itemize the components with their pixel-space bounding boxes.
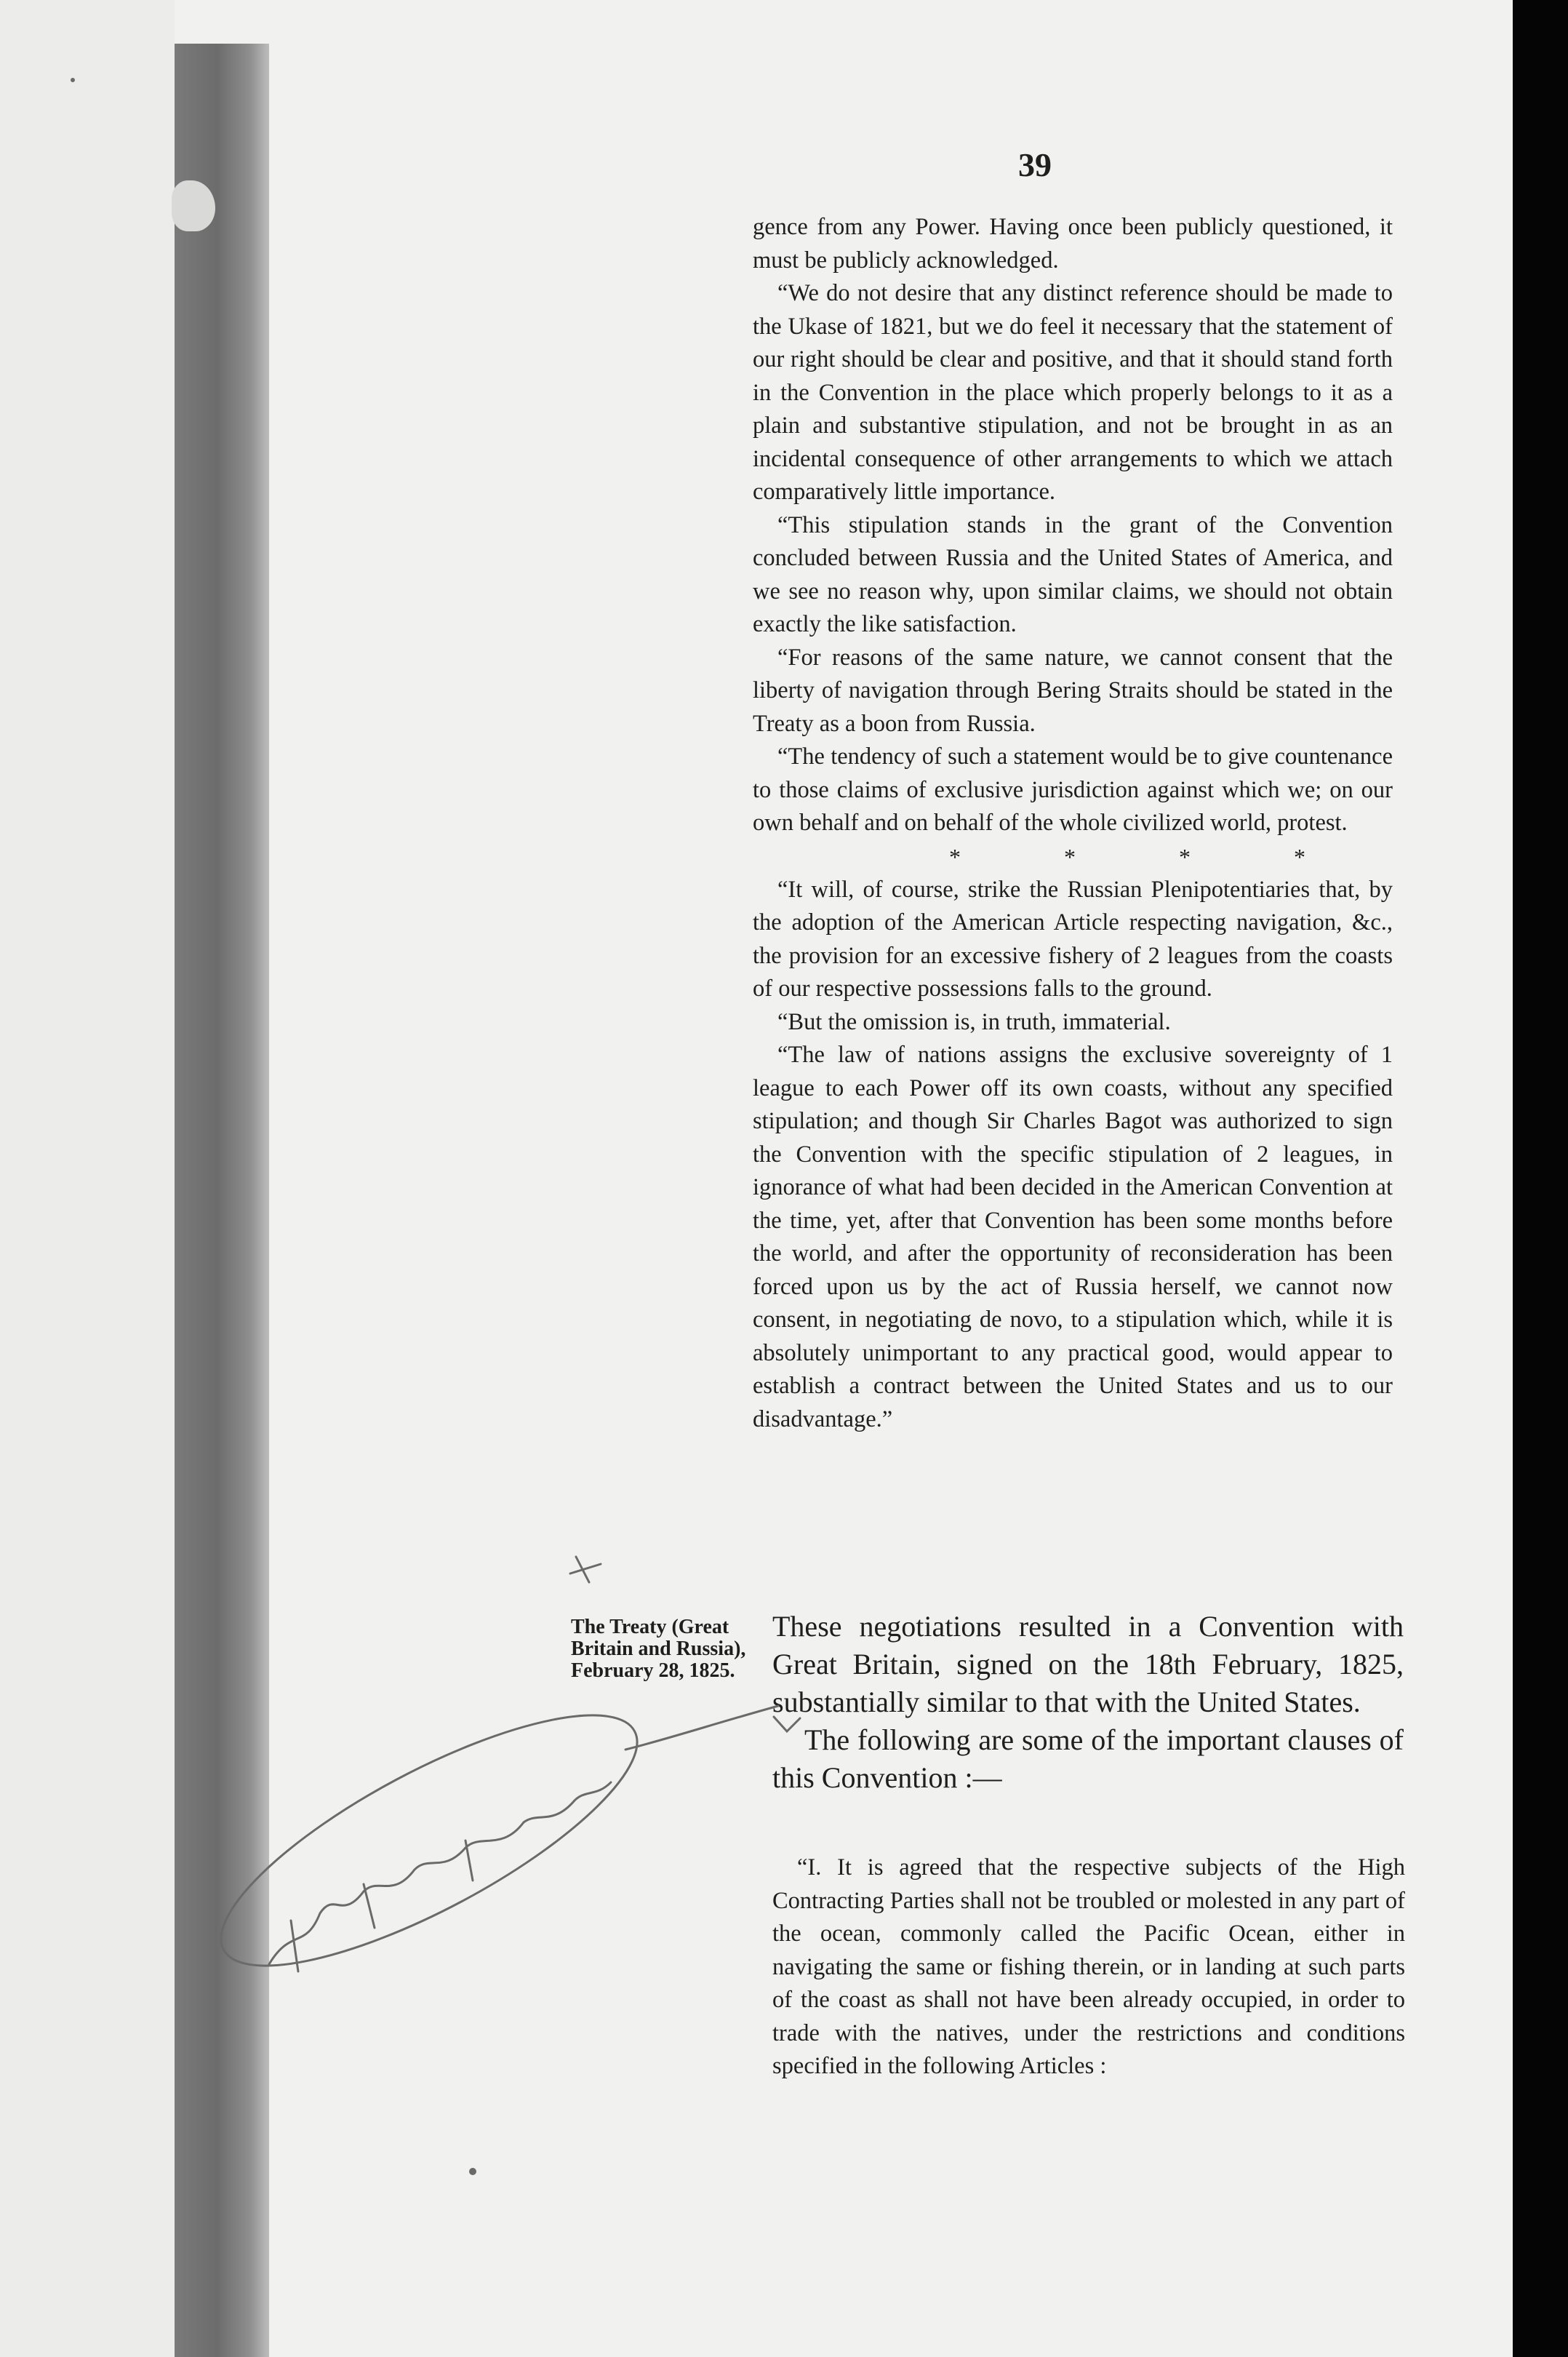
- margin-sidenote: The Treaty (Great Britain and Russia), February 28, 1825.: [571, 1616, 746, 1682]
- page-number: 39: [1018, 146, 1052, 183]
- star-1: *: [949, 843, 961, 870]
- body-text-top: [753, 211, 1393, 1436]
- star-4: *: [1294, 843, 1305, 870]
- article-quote: [772, 1851, 1405, 2083]
- facing-page-edge: [0, 0, 175, 2357]
- star-3: *: [1179, 843, 1191, 870]
- paragraph-law-of-nations: “The law of nations assigns the exclusive sovereignty of 1 league to each Power off its own coasts, without any specified stipulation; and though Sir Charles Bagot was authorized to sign the Convention with the specific stipulation of 2 leagues, in ignorance of what had been decided in the American Convention at the time, yet, after that Convention has been some months before the world, and after the opportunity of reconsideration has been forced upon us by the act of Russia herself, we cannot now consent, in negotiating de novo, to a stipulation which, while it is absolutely unimportant to any practical good, would appear to establish a contract between the United States and us to our disadvantage.”: [753, 1042, 1393, 1432]
- ellipsis-stars: [753, 840, 1393, 874]
- paragraph-ukase: “We do not desire that any distinct reference should be made to the Ukase of 1821, but we do feel it necessary that the statement of our right should be clear and positive, and that it should stand forth in the Convention in the place which properly belongs to it as a plain and substantive stipulation, and not be brought in as an incidental consequence of other arrangements to which we attach comparatively little importance.: [753, 280, 1393, 505]
- paragraph-negotiations: These negotiations resulted in a Convention with Great Britain, signed on the 18th February, 1825, substantially similar to that with the United States.: [772, 1610, 1404, 1718]
- body-text-large: [772, 1608, 1404, 1797]
- star-2: *: [1064, 843, 1076, 870]
- paragraph-jurisdiction: “The tendency of such a statement would be to give countenance to those claims of exclusive jurisdiction against which we; on our own behalf and on behalf of the whole civilized world, protest.: [753, 743, 1393, 836]
- paragraph-omission: “But the omission is, in truth, immaterial.: [777, 1008, 1171, 1035]
- dark-scan-border: [1513, 0, 1568, 2357]
- book-binding-shadow: [175, 44, 269, 2357]
- paragraph-continuation: gence from any Power. Having once been publicly questioned, it must be publicly acknowledged.: [753, 214, 1393, 274]
- paragraph-plenipotentiaries: “It will, of course, strike the Russian Plenipotentiaries that, by the adoption of the American Article respecting navigation, &c., the provision for an excessive fishery of 2 leagues from the coasts of our respective possessions falls to the ground.: [753, 876, 1393, 1002]
- paragraph-stipulation: “This stipulation stands in the grant of the Convention concluded between Russia and the United States of America, and we see no reason why, upon similar claims, we should not obtain exactly the like satisfaction.: [753, 511, 1393, 637]
- paragraph-clauses-intro: The following are some of the important clauses of this Convention :—: [772, 1723, 1404, 1794]
- paragraph-bering-straits: “For reasons of the same nature, we cannot consent that the liberty of navigation through Bering Straits should be stated in the Treaty as a boon from Russia.: [753, 644, 1393, 737]
- article-one-text: “I. It is agreed that the respective subjects of the High Contracting Parties shall not be troubled or molested in any part of the ocean, commonly called the Pacific Ocean, either in navigating the same or fishing therein, or in landing at such parts of the coast as shall not have been already occupied, in order to trade with the natives, under the restrictions and conditions specified in the following Articles :: [772, 1854, 1405, 2079]
